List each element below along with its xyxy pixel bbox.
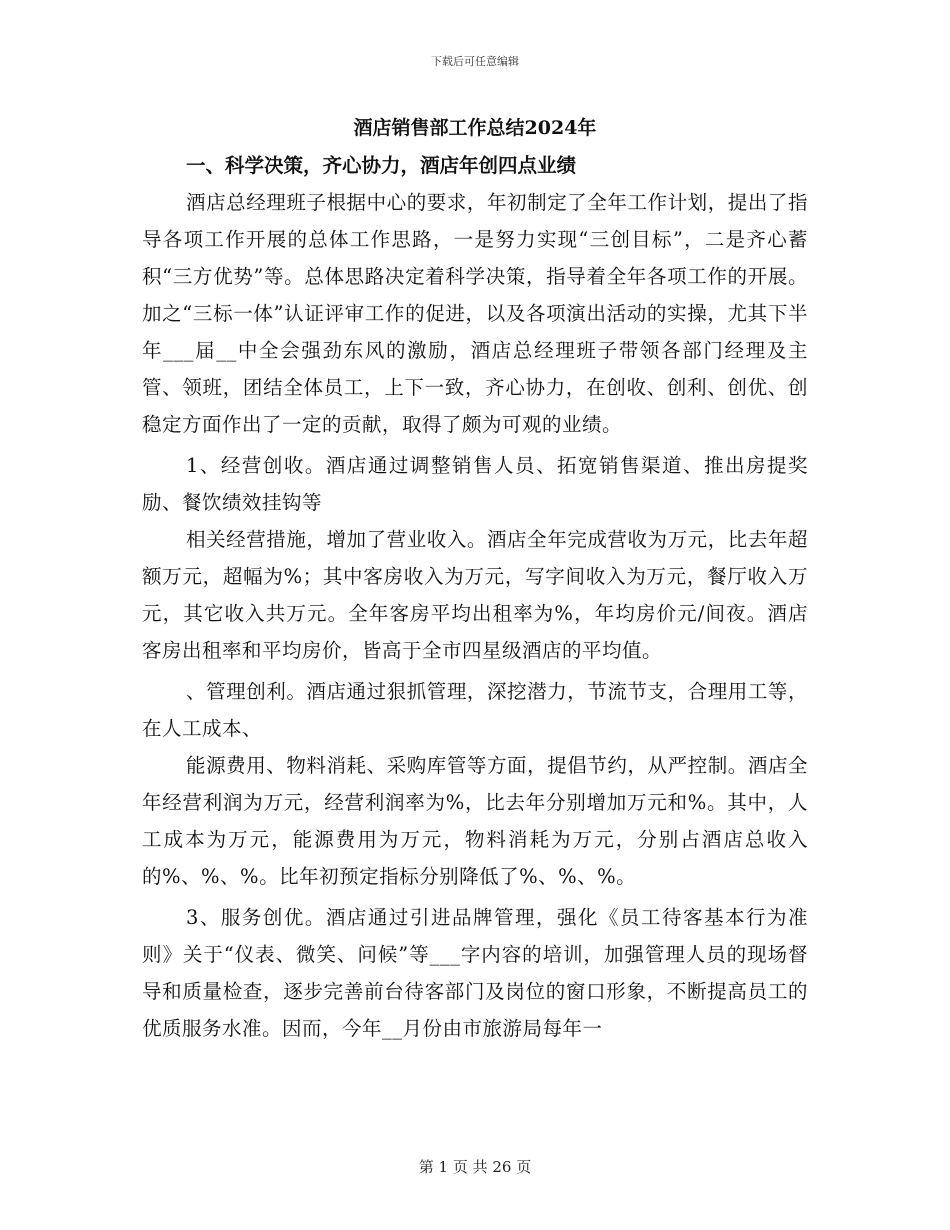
- paragraph-intro: 酒店总经理班子根据中心的要求，年初制定了全年工作计划，提出了指导各项工作开展的总体工作思路，一是努力实现“三创目标”，二是齐心蓄积“三方优势”等。总体思路决定着科学决策，指导着全年各项工作的开展。加之“三标一体”认证评审工作的促进，以及各项演出活动的实操，尤其下半年___届__中全会强劲东风的激励，酒店总经理班子带领各部门经理及主管、领班，团结全体员工，上下一致，齐心协力，在创收、创利、创优、创稳定方面作出了一定的贡献，取得了颇为可观的业绩。: [142, 191, 808, 436]
- paragraph-service: 3、服务创优。酒店通过引进品牌管理，强化《员工待客基本行为准则》关于“仪表、微笑、问候”等___字内容的培训，加强管理人员的现场督导和质量检查，逐步完善前台待客部门及岗位的窗口形象，不断提高员工的优质服务水准。因而，今年__月份由市旅游局每年一: [142, 906, 808, 1040]
- paragraph-profit-body: 能源费用、物料消耗、采购库管等方面，提倡节约，从严控制。酒店全年经营利润为万元，经营利润率为%，比去年分别增加万元和%。其中，人工成本为万元，能源费用为万元，物料消耗为万元，分别占酒店总收入的%、%、%。比年初预定指标分别降低了%、%、%。: [142, 754, 808, 888]
- document-title: 酒店销售部工作总结2024年: [353, 117, 597, 139]
- header-note: 下载后可任意编辑: [431, 55, 519, 68]
- page-number: 第 1 页 共 26 页: [418, 1158, 532, 1176]
- paragraph-profit-heading: 、管理创利。酒店通过狠抓管理，深挖潜力，节流节支，合理用工等，在人工成本、: [142, 680, 808, 740]
- paragraph-revenue-heading: 1、经营创收。酒店通过调整销售人员、拓宽销售渠道、推出房提奖励、餐饮绩效挂钩等: [142, 454, 808, 514]
- section-heading: 一、科学决策，齐心协力，酒店年创四点业绩: [186, 154, 577, 177]
- document-body: [142, 112, 808, 1047]
- paragraph-revenue-body: 相关经营措施，增加了营业收入。酒店全年完成营收为万元，比去年超额万元，超幅为%；其中客房收入为万元，写字间收入为万元，餐厅收入万元，其它收入共万元。全年客房平均出租率为%，年均房价元/间夜。酒店客房出租率和平均房价，皆高于全市四星级酒店的平均值。: [142, 528, 808, 662]
